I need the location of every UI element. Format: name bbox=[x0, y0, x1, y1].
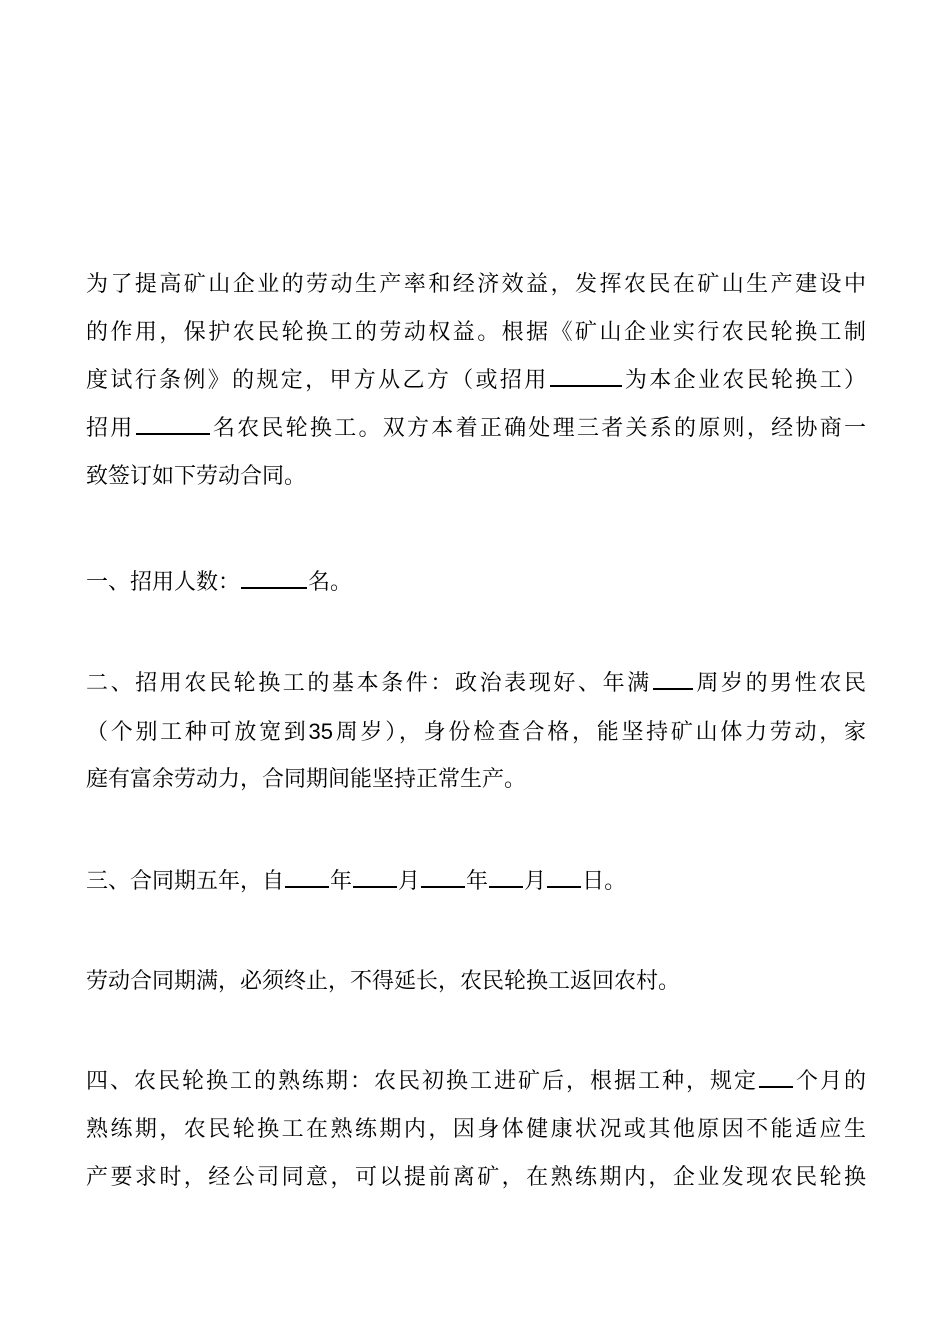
section-4-line-1-start: 四、农民轮换工的熟练期：农民初换工进矿后，根据工种，规定 bbox=[86, 1069, 758, 1094]
intro-paragraph bbox=[86, 261, 866, 501]
section-2-line-2-end: 周岁），身份检查合格，能坚持矿山体力劳动，家 bbox=[333, 720, 866, 745]
intro-line-4-start: 招用 bbox=[86, 416, 135, 441]
section-3-note-line: 劳动合同期满，必须终止，不得延长，农民轮换工返回农村。 bbox=[86, 969, 681, 994]
recruit-count-blank bbox=[136, 409, 210, 435]
section-2-line-1-end: 周岁的男性农民 bbox=[693, 671, 866, 696]
intro-line-2: 的作用，保护农民轮换工的劳动权益。根据《矿山企业实行农民轮换工制 bbox=[86, 320, 866, 345]
end-year-unit: 年 bbox=[466, 869, 489, 894]
section-2-line-1 bbox=[86, 660, 866, 708]
section-4-line-1-end: 个月的 bbox=[793, 1069, 866, 1094]
intro-line-4 bbox=[86, 405, 866, 453]
max-age-number: 35 bbox=[308, 719, 334, 744]
section-2-line-1-start: 二、招用农民轮换工的基本条件：政治表现好、年满 bbox=[86, 671, 652, 696]
section-4-line-1 bbox=[86, 1058, 866, 1106]
section-4-line-3: 产要求时，经公司同意，可以提前离矿，在熟练期内，企业发现农民轮换 bbox=[86, 1165, 866, 1190]
training-months-blank bbox=[759, 1062, 793, 1088]
intro-line-3-end: 为本企业农民轮换工） bbox=[622, 368, 866, 393]
intro-line-1: 为了提高矿山企业的劳动生产率和经济效益，发挥农民在矿山生产建设中 bbox=[86, 272, 866, 297]
intro-line-4-end: 名农民轮换工。双方本着正确处理三者关系的原则，经协商一 bbox=[210, 416, 866, 441]
recruit-source-blank bbox=[550, 361, 622, 387]
section-2-line-3: 庭有富余劳动力，合同期间能坚持正常生产。 bbox=[86, 767, 527, 792]
section-1-unit: 名。 bbox=[308, 570, 353, 595]
section-1-line bbox=[86, 559, 866, 607]
section-4 bbox=[86, 1058, 866, 1202]
section-3-note bbox=[86, 958, 866, 1006]
section-2-line-2-start: （个别工种可放宽到 bbox=[86, 720, 309, 745]
section-1-label: 一、招用人数： bbox=[86, 570, 241, 595]
intro-line-5: 致签订如下劳动合同。 bbox=[86, 464, 307, 489]
section-2 bbox=[86, 660, 866, 804]
section-4-line-2: 熟练期，农民轮换工在熟练期内，因身体健康状况或其他原因不能适应生 bbox=[86, 1117, 866, 1142]
section-3-label: 三、合同期五年，自 bbox=[86, 869, 285, 894]
age-blank bbox=[653, 664, 693, 690]
headcount-blank bbox=[241, 563, 307, 589]
end-day-unit: 日。 bbox=[582, 869, 627, 894]
end-month-blank bbox=[489, 862, 523, 888]
end-day-blank bbox=[547, 862, 581, 888]
intro-line-3-start: 度试行条例》的规定，甲方从乙方（或招用 bbox=[86, 368, 549, 393]
start-year-blank bbox=[285, 862, 329, 888]
start-month-unit: 月 bbox=[398, 869, 421, 894]
section-3-line bbox=[86, 858, 866, 906]
start-month-blank bbox=[353, 862, 397, 888]
section-2-line-2 bbox=[86, 708, 866, 756]
start-year-unit: 年 bbox=[330, 869, 353, 894]
section-3 bbox=[86, 858, 866, 906]
intro-line-3 bbox=[86, 357, 866, 405]
section-1 bbox=[86, 559, 866, 607]
end-year-blank bbox=[421, 862, 465, 888]
end-month-unit: 月 bbox=[524, 869, 547, 894]
